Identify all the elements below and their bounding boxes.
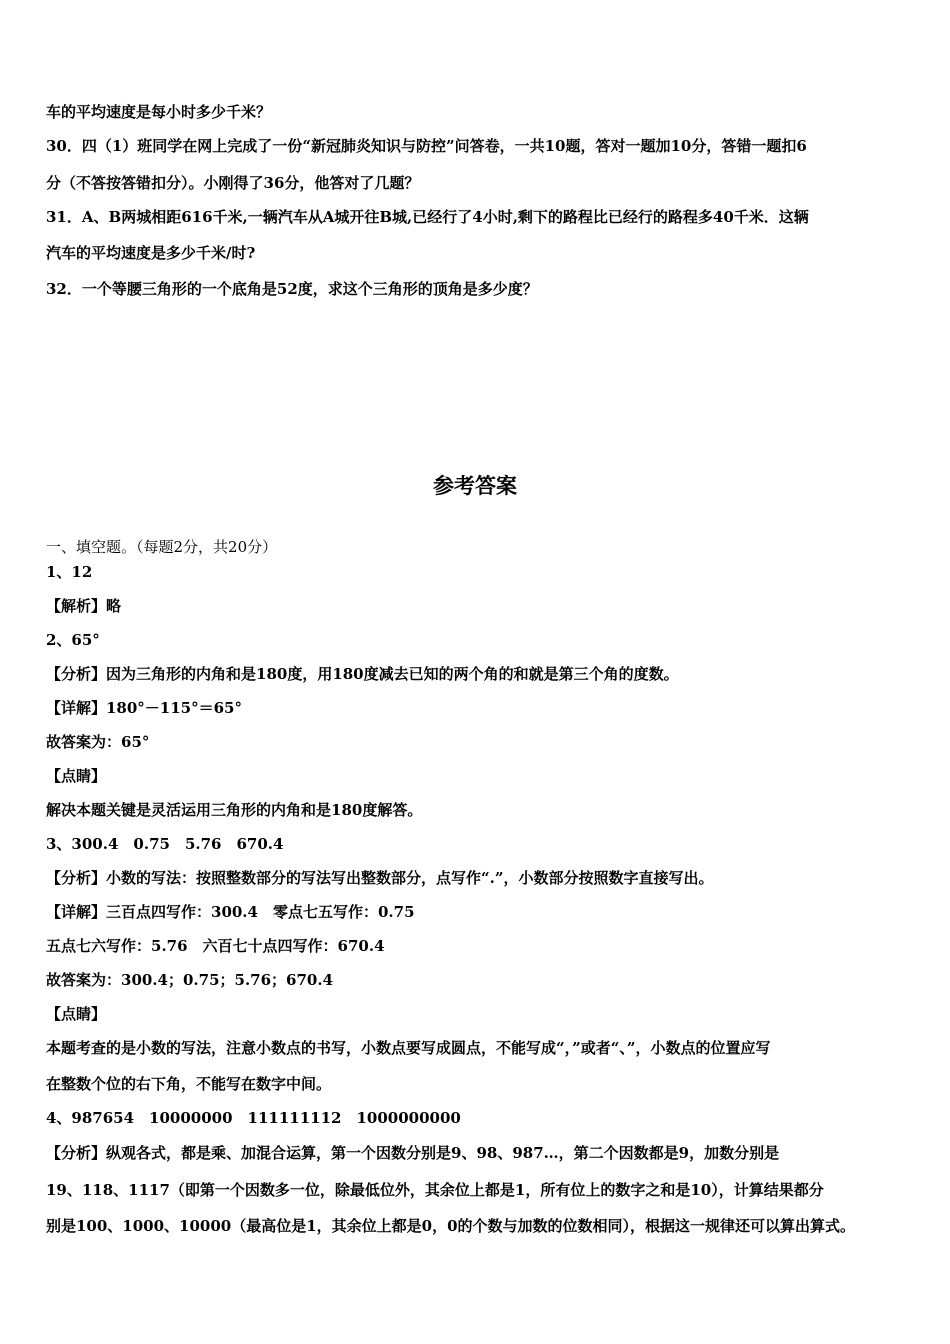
answer-3-detail-2: 五点七六写作：5.76 六百七十点四写作：670.4 [46,937,385,955]
answer-4: 4、987654 10000000 111111112 1000000000 [46,1109,461,1127]
question-30-line-1: 30．四（1）班同学在网上完成了一份“新冠肺炎知识与防控”问答卷，一共10题，答对一题加10分，答错一题扣6 [46,137,807,155]
answer-section-title: 参考答案 [433,473,517,498]
question-31-line-2: 汽车的平均速度是多少千米/时? [46,244,256,262]
question-31-line-1: 31．A、B两城相距616千米,一辆汽车从A城开往B城,已经行了4小时,剩下的路程比已经行的路程多40千米．这辆 [46,208,809,226]
answer-2-detail: 【详解】180°－115°＝65° [46,699,242,717]
answer-2: 2、65° [46,631,100,649]
answer-section-heading: 一、填空题。（每题2分，共20分） [46,538,278,556]
answer-2-result: 故答案为：65° [46,733,150,751]
question-32: 32．一个等腰三角形的一个底角是52度，求这个三角形的顶角是多少度？ [46,280,538,298]
answer-4-analysis-line-2: 19、118、1117（即第一个因数多一位，除最低位外，其余位上都是1，所有位上的数字之和是10），计算结果都分 [46,1181,824,1199]
answer-3-highlight-label: 【点睛】 [46,1005,107,1023]
question-29-continuation: 车的平均速度是每小时多少千米？ [46,103,272,121]
answer-2-analysis: 【分析】因为三角形的内角和是180度，用180度减去已知的两个角的和就是第三个角的度数。 [46,665,679,683]
answer-2-highlight: 解决本题关键是灵活运用三角形的内角和是180度解答。 [46,801,423,819]
answer-3-highlight-line-1: 本题考查的是小数的写法，注意小数点的书写，小数点要写成圆点，不能写成“，”或者“、”，小数点的位置应写 [46,1039,771,1057]
answer-4-analysis-line-3: 别是100、1000、10000（最高位是1，其余位上都是0，0的个数与加数的位数相同），根据这一规律还可以算出算式。 [46,1217,856,1235]
answer-4-analysis-line-1: 【分析】纵观各式，都是乘、加混合运算，第一个因数分别是9、98、987…，第二个因数都是9，加数分别是 [46,1144,780,1162]
answer-1: 1、12 [46,563,93,581]
answer-3-highlight-line-2: 在整数个位的右下角，不能写在数字中间。 [46,1075,332,1093]
answer-3: 3、300.4 0.75 5.76 670.4 [46,835,284,853]
answer-1-explanation: 【解析】略 [46,597,122,615]
answer-3-analysis: 【分析】小数的写法：按照整数部分的写法写出整数部分，点写作“.”，小数部分按照数字直接写出。 [46,869,714,887]
answer-3-result: 故答案为：300.4；0.75；5.76；670.4 [46,971,334,989]
answer-3-detail-1: 【详解】三百点四写作：300.4 零点七五写作：0.75 [46,903,415,921]
answer-2-highlight-label: 【点睛】 [46,767,107,785]
question-30-line-2: 分（不答按答错扣分）。小刚得了36分，他答对了几题？ [46,174,420,192]
